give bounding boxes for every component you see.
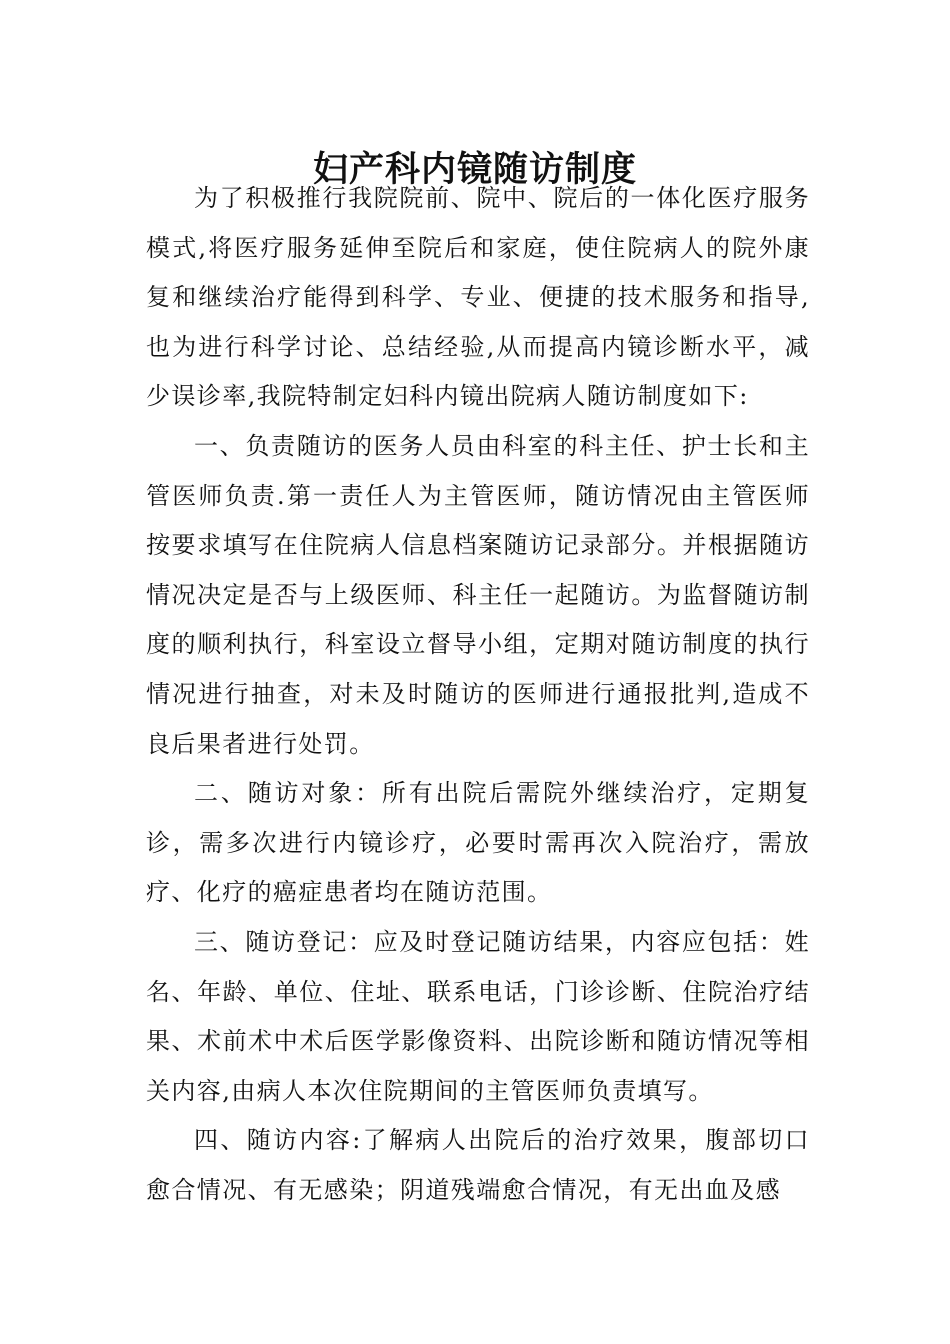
paragraph-follow-up-targets: 二、随访对象：所有出院后需院外继续治疗，定期复诊，需多次进行内镜诊疗，必要时需再次入院治疗，需放疗、化疗的癌症患者均在随访范围。 (146, 779, 810, 907)
paragraph-follow-up-content: 四、随访内容:了解病人出院后的治疗效果，腹部切口愈合情况、有无感染；阴道残端愈合情况，有无出血及感 (146, 1126, 810, 1204)
document-title: 妇产科内镜随访制度 (312, 149, 637, 191)
paragraph-follow-up-registration: 三、随访登记：应及时登记随访结果，内容应包括：姓名、年龄、单位、住址、联系电话，门诊诊断、住院治疗结果、术前术中术后医学影像资料、出院诊断和随访情况等相关内容,由病人本次住院期间的主管医师负责填写。 (146, 927, 810, 1105)
document-body (146, 174, 810, 1215)
paragraph-intro: 为了积极推行我院院前、院中、院后的一体化医疗服务模式,将医疗服务延伸至院后和家庭，使住院病人的院外康复和继续治疗能得到科学、专业、便捷的技术服务和指导,也为进行科学讨论、总结经验,从而提高内镜诊断水平，减少误诊率,我院特制定妇科内镜出院病人随访制度如下: (146, 184, 810, 411)
paragraph-responsibility: 一、负责随访的医务人员由科室的科主任、护士长和主管医师负责.第一责任人为主管医师，随访情况由主管医师按要求填写在住院病人信息档案随访记录部分。并根据随访情况决定是否与上级医师、科主任一起随访。为监督随访制度的顺利执行，科室设立督导小组，定期对随访制度的执行情况进行抽查，对未及时随访的医师进行通报批判,造成不良后果者进行处罚。 (146, 431, 810, 758)
